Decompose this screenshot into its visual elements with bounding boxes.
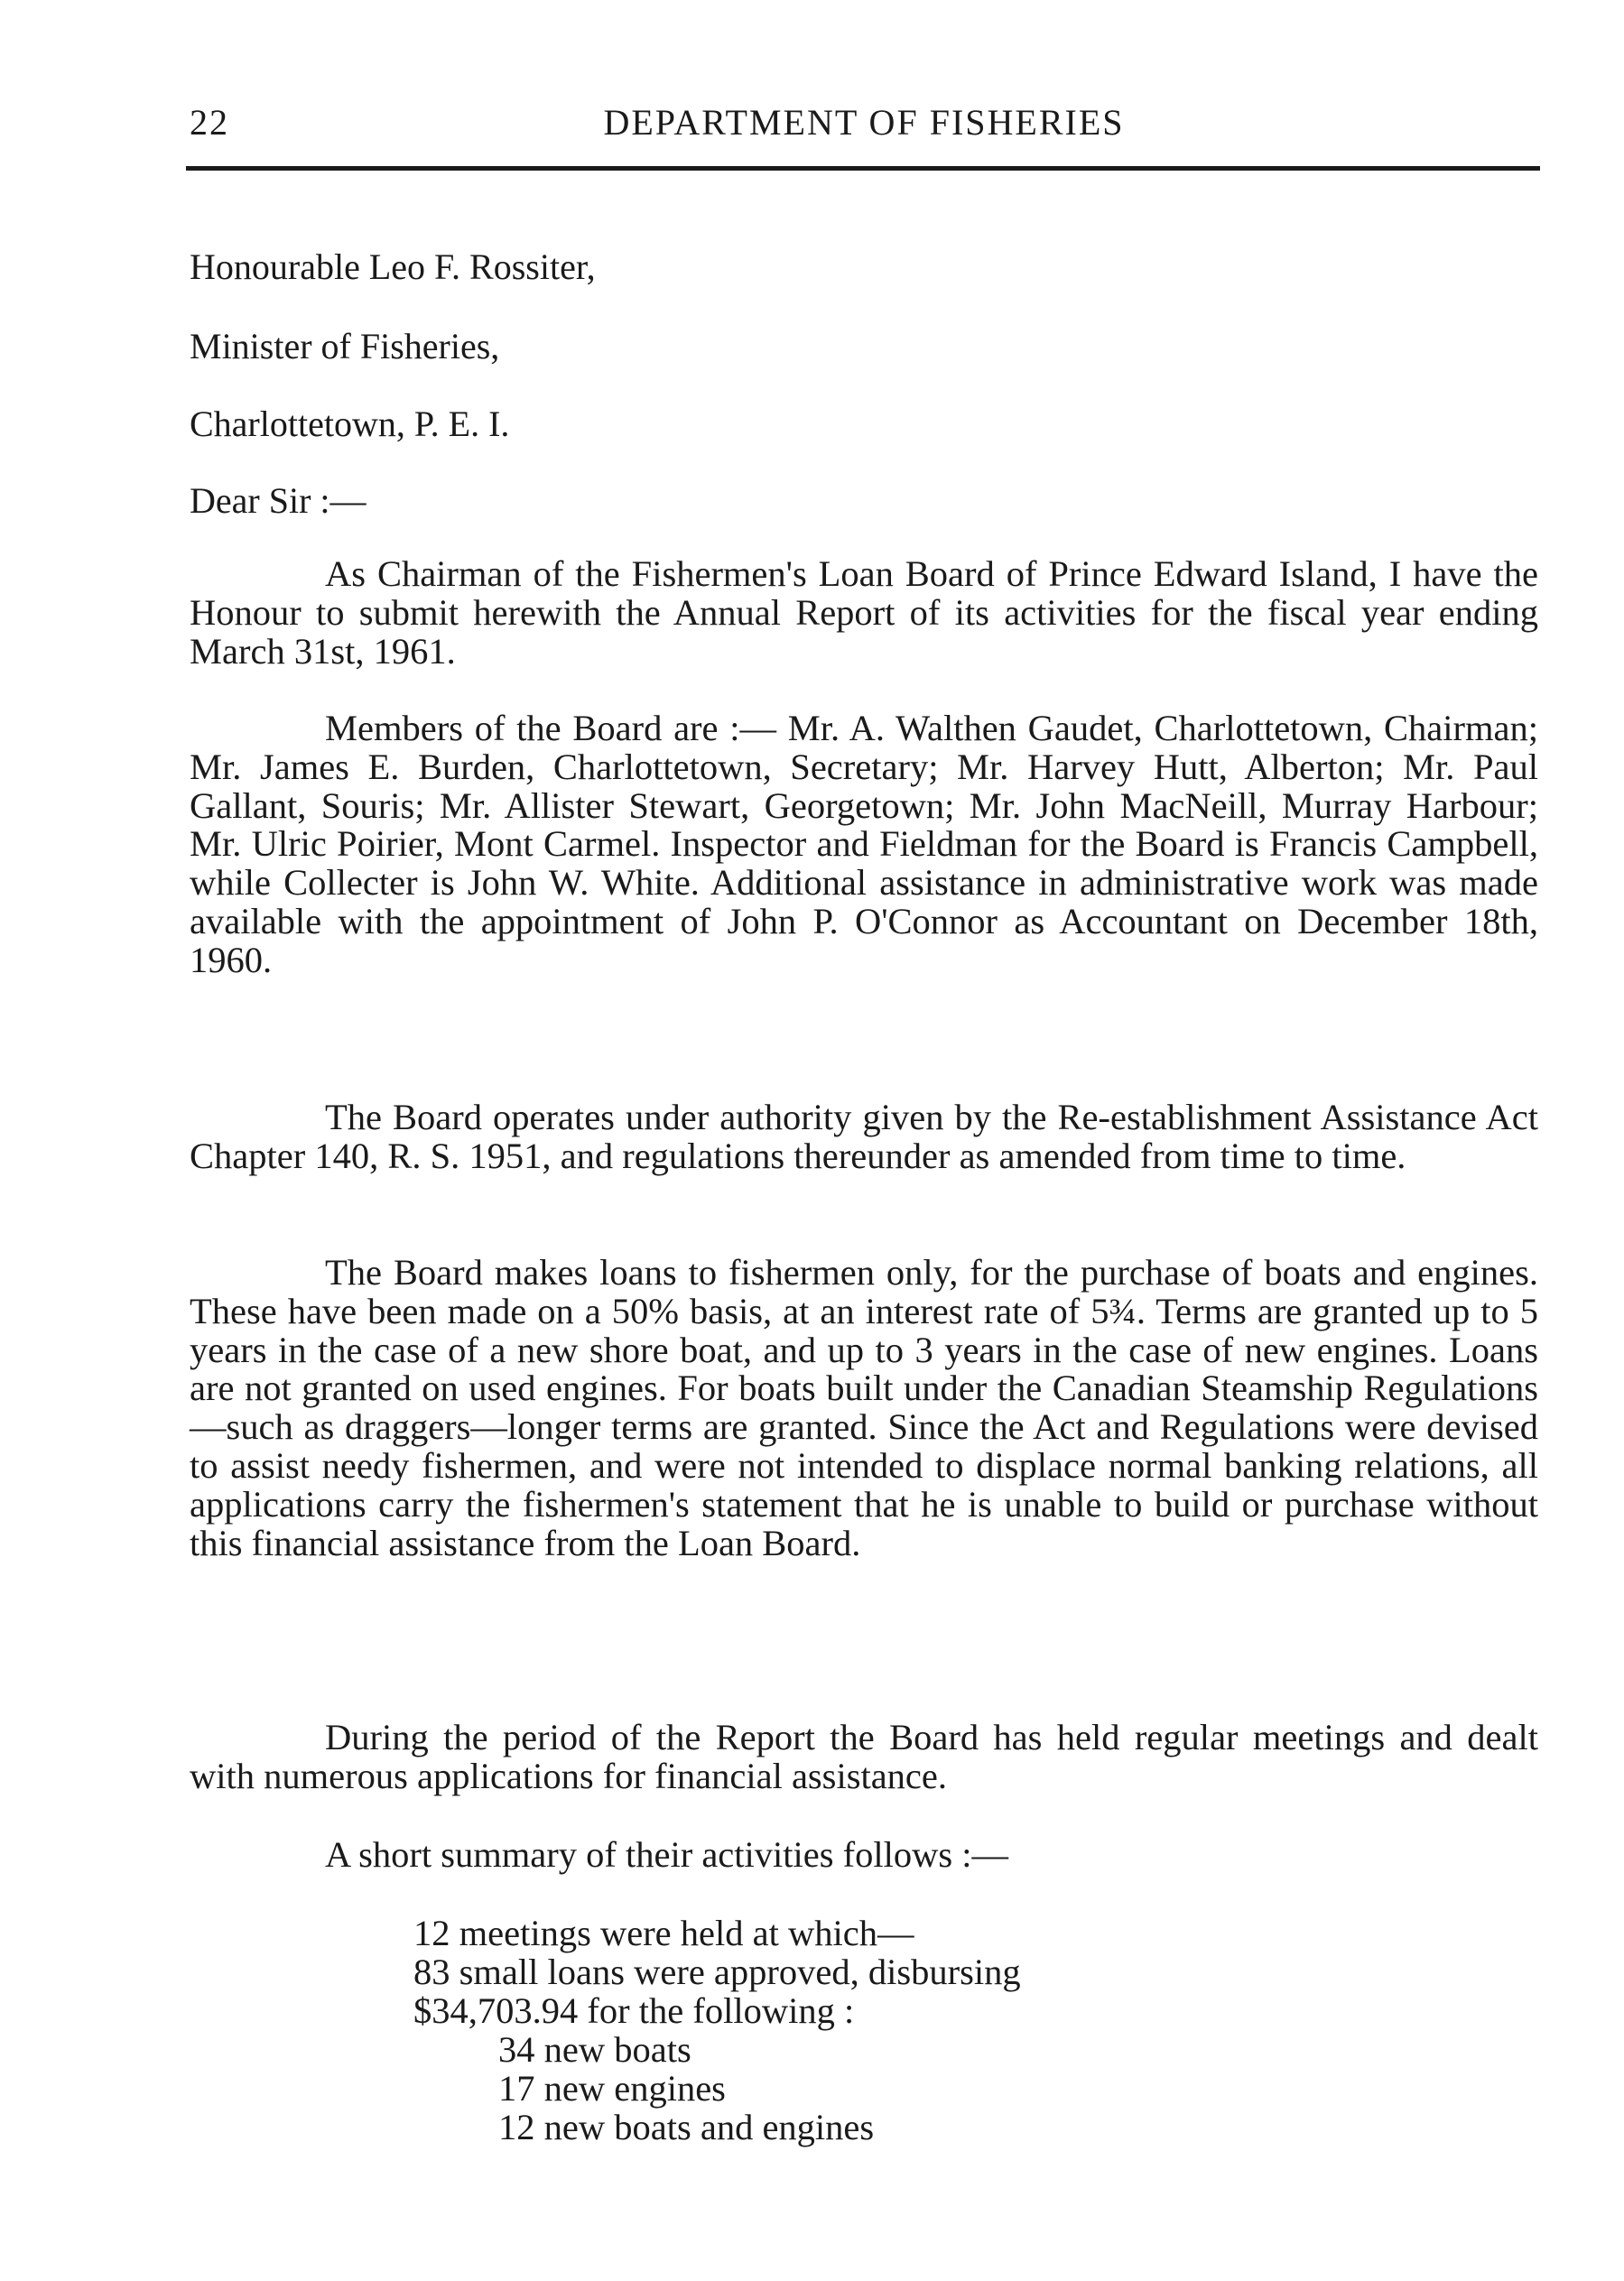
paragraph-intro: As Chairman of the Fishermen's Loan Board of Prince Edward Island, I have the Honour to submit herewith the Annual Report of its activities for the fiscal year ending March 31st, 1961. <box>190 553 1538 672</box>
paragraph-loans: The Board makes loans to fishermen only, for the purchase of boats and engines. These have been made on a 50% basis, at an interest rate of 5¾. Terms are granted up to 5 years in the case of a new shore boat, and up to 3 years in the case of new engines. Loans are not granted on used engines. For boats built under the Canadian Steamship Regulations—such as draggers—longer terms are granted. Since the Act and Regulations were devised to assist needy fishermen, and were not intended to displace normal banking relations, all applications carry the fishermen's statement that he is unable to build or purchase without this financial assistance from the Loan Board. <box>190 1252 1538 1563</box>
salutation: Dear Sir :— <box>190 480 367 521</box>
page-number: 22 <box>190 102 229 143</box>
addressee-name: Honourable Leo F. Rossiter, <box>190 246 596 287</box>
summary-loans: 83 small loans were approved, disbursing <box>413 1952 1021 1992</box>
paragraph-meetings: During the period of the Report the Board has held regular meetings and dealt with numerous applications for financial assistance. <box>190 1717 1538 1796</box>
paragraph-authority: The Board operates under authority given by the Re-establishment Assistance Act Chapter 140, R. S. 1951, and regulations thereunder as amended from time to time. <box>190 1097 1538 1176</box>
summary-item: 17 new engines <box>498 2068 726 2109</box>
page-header <box>188 101 1540 155</box>
summary-item: 34 new boats <box>498 2029 691 2070</box>
summary-amount: $34,703.94 for the following : <box>413 1990 855 2031</box>
summary-meetings: 12 meetings were held at which— <box>413 1913 914 1953</box>
addressee-title: Minister of Fisheries, <box>190 326 500 366</box>
addressee-location: Charlottetown, P. E. I. <box>190 403 510 444</box>
paragraph-members: Members of the Board are :— Mr. A. Walthen Gaudet, Charlottetown, Chairman; Mr. James E. Burden, Charlottetown, Secretary; Mr. Harvey Hutt, Alberton; Mr. Paul Gallant, Souris; Mr. Allister Stewart, Georgetown; Mr. John MacNeill, Murray Harbour; Mr. Ulric Poirier, Mont Carmel. Inspector and Fieldman for the Board is Francis Campbell, while Collecter is John W. White. Additional assistance in administrative work was made available with the appointment of John P. O'Connor as Accountant on December 18th, 1960. <box>190 708 1538 980</box>
running-title: DEPARTMENT OF FISHERIES <box>603 102 1125 143</box>
summary-intro: A short summary of their activities follows :— <box>325 1834 1009 1875</box>
header-rule <box>186 166 1540 171</box>
summary-item: 12 new boats and engines <box>498 2107 875 2147</box>
